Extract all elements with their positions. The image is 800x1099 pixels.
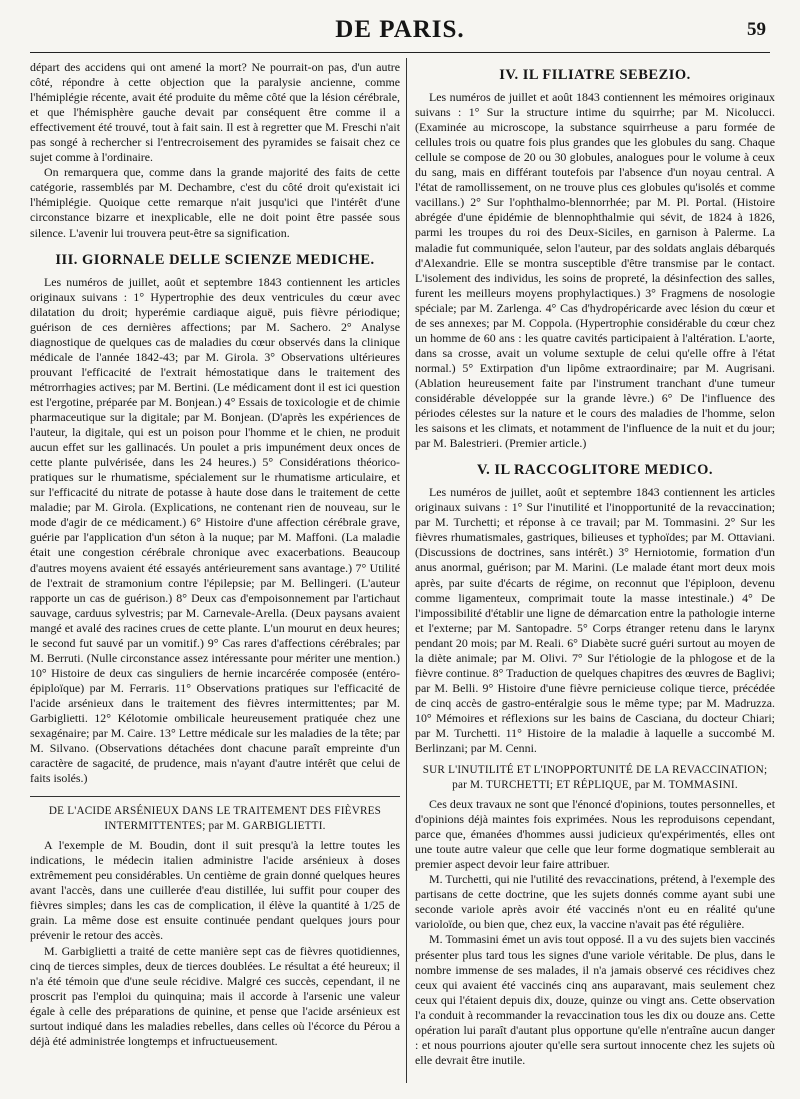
right-column bbox=[415, 60, 775, 1083]
paragraph: M. Turchetti, qui nie l'utilité des revaccinations, prétend, à l'exemple des partisans de cette doctrine, que les sujets donnés comme ayant subi une seconde variole après avoir été vaccinés n'ont eu en réalité qu'une varioloïde, ou bien que, chez eux, la vaccine n'avait pas été régulière. bbox=[415, 872, 775, 932]
column-divider bbox=[406, 58, 407, 1083]
running-head: DE PARIS. bbox=[335, 16, 465, 43]
header-rule bbox=[30, 52, 770, 53]
page-header bbox=[30, 14, 770, 48]
subheading: DE L'ACIDE ARSÉNIEUX DANS LE TRAITEMENT DES FIÈVRES INTERMITTENTES; par M. GARBIGLIETTI. bbox=[48, 805, 382, 832]
paragraph: On remarquera que, comme dans la grande majorité des faits de cette catégorie, rassemblés par M. Dechambre, c'est du côté droit qu'existait ici l'hémiplégie. Quoique cette remarque n'ait jusqu'ici que l'intérêt d'une circonstance bizarre et inexplicable, elle ne doit point être passée sous silence. L'avenir lui trouvera peut-être sa signification. bbox=[30, 165, 400, 240]
paragraph: A l'exemple de M. Boudin, dont il suit presqu'à la lettre toutes les indications, le médecin italien administre l'acide arsénieux à doses extrêmement peu considérables. Un centième de grain donné quelques heures avant l'accès, dans une cuillerée d'eau distillée, lui suffit pour couper des fièvres simples; dans les cas de complication, il élève la quantité à 1/25 de grain. La même dose est ensuite continuée pendant quelques jours pour prévenir le retour des accès. bbox=[30, 838, 400, 943]
section-heading: III. GIORNALE DELLE SCIENZE MEDICHE. bbox=[55, 251, 375, 268]
page-number: 59 bbox=[747, 19, 766, 40]
paragraph: départ des accidens qui ont amené la mort? Ne pourrait-on pas, d'un autre côté, répondre à cette objection que la paralysie ancienne, comme l'hémiplégie récente, avait été produite du même côté que la lésion cérébrale, et que l'hémisphère gauche devait par conséquent être comme il a effectivement été trouvé, tout à fait sain. Il est à regretter que M. Freschi n'ait pas songé à rechercher si l'entrecroisement des pyramides se faisait chez ce sujet comme à l'ordinaire. bbox=[30, 60, 400, 165]
paragraph: M. Garbiglietti a traité de cette manière sept cas de fièvres quotidiennes, cinq de tierces simples, deux de tierces doublées. Le résultat a été heureux; il n'a été témoin que d'une seule récidive. Malgré ces succès, cependant, il ne proscrit pas l'emploi du quinquina; mais il accorde à l'arsenic une valeur égale à celle des préparations de quinine, et pense que l'acide arsénieux est surtout indiqué dans les maladies rebelles, dans celles où l'écorce du Pérou a déjà été administrée longtemps et infructueusement. bbox=[30, 943, 400, 1048]
section-heading: V. IL RACCOGLITORE MEDICO. bbox=[476, 462, 714, 479]
section-heading: IV. IL FILIATRE SEBEZIO. bbox=[499, 67, 691, 83]
left-column bbox=[30, 60, 400, 1083]
subheading: SUR L'INUTILITÉ ET L'INOPPORTUNITÉ DE LA REVACCINATION; par M. TURCHETTI; ET RÉPLIQUE, par M. TOMMASINI. bbox=[422, 764, 768, 791]
paragraph: M. Tommasini émet un avis tout opposé. Il a vu des sujets bien vaccinés présenter plus tard tous les signes d'une variole véritable. De plus, dans le nombre immense de ses malades, il n'a jamais observé ces récidives chez ceux qui avaient été vaccinés cinq ans auparavant, mais seulement chez ceux qui l'étaient depuis dix, douze, quinze ou vingt ans. Cette observation l'a conduit à recommander la revaccination tous les dix ou douze ans. Cette opération lui paraît d'autant plus opportune qu'elle n'entraîne aucun danger : et nous pourrions ajouter qu'elle sera surtout innocente chez les sujets où elle devrait être inutile. bbox=[415, 932, 775, 1067]
paragraph: Les numéros de juillet et août 1843 contiennent les mémoires originaux suivans : 1° Sur la structure intime du squirrhe; par M. Nicolucci. (Examinée au microscope, la substance squirrheuse a paru formée de cellules trois ou quatre fois plus grandes que les globules du sang. Chaque cellule se compose de 20 ou 30 globules, analogues pour le volume à ceux du sang, mais en différant toutefois par l'absence d'un noyau central. A l'état de ramollissement, on ne trouve plus ces globules qu'isolés et comme vacillans.) 2° Sur l'ophthalmo-blennorrhée; par M. Pl. Portal. (Histoire abrégée d'une épidémie de blennophthalmie qui sévit, de 1824 à 1826, parmi les troupes du roi des Deux-Siciles, en garnison à Palerme. La maladie fut communiquée, selon l'auteur, par des soldats anglais débarqués d'Alexandrie. Elle se montra susceptible d'être transmise par le contact. L'isolement des individus, les soins de propreté, la désinfection des salles, furent les meilleurs moyens prophylactiques.) 3° Fragmens de nosologie spéciale; par M. Zarlenga. 4° Cas d'hydropéricarde avec lésion du cœur et de ses annexes; par M. Coppola. (Hypertrophie considérable du cœur chez un homme de 60 ans : les quatre cavités participaient à l'altération. L'aorte, dans sa crosse, avait un volume sextuple de celui qu'elle offre à l'état normal.) 5° Extirpation d'un lipôme extraordinaire; par M. Augrisani. (Ablation heureusement faite par l'instrument tranchant d'une tumeur considérable développée sur la grande lèvre.) 6° De l'influence des périodes célestes sur la nature et le cours des maladies de l'homme, selon les saisons et les climats, et notamment de l'influence de la nuit et du jour; par M. Balestrieri. (Premier article.) bbox=[415, 90, 775, 451]
subheading-rule bbox=[30, 796, 400, 797]
paragraph: Les numéros de juillet, août et septembre 1843 contiennent les articles originaux suivans : 1° Sur l'inutilité et l'inopportunité de la revaccination; par M. Turchetti; et réponse à ce travail; par M. Tommasini. 2° Sur les fièvres rhumatismales, gastriques, bilieuses et typhoïdes; par M. Ottaviani. (Discussions de doctrines, sans intérêt.) 3° Herniotomie, formation d'un anus anormal, guérison; par M. Marini. (Le malade étant mort deux mois après, par suite d'écarts de régime, on reconnut que l'épiploon, devenu comme ligamenteux, comprimait toute la masse intestinale.) 4° De l'impossibilité d'établir une ligne de démarcation entre la pathologie interne et l'externe; par M. Santopadre. 5° Corps étranger retenu dans le larynx pendant 20 mois; par M. Reali. 6° Diabète sucré guéri surtout au moyen de la diète animale; par M. Olivi. 7° Sur l'étiologie de la phlogose et de la fièvre continue. 8° Traduction de quelques chapitres des œuvres de Baglivi; par M. Belli. 9° Histoire d'une fièvre pernicieuse colique tierce, précédée de cinq accès de gastro-entéralgie sous le même type; par M. Madruzza. 10° Mémoires et réflexions sur les bains de Casciana, du docteur Chiari; par M. Turchetti. 11° Histoire de la maladie à laquelle a succombé M. Berlinzani; par M. Cenni. bbox=[415, 485, 775, 756]
paragraph: Ces deux travaux ne sont que l'énoncé d'opinions, toutes personnelles, et d'opinions déjà maintes fois exprimées. Nous les reproduisons cependant, parce que, émanées d'hommes aussi judicieux qu'expérimentés, elles ont une toute autre valeur que celle que leur forme dogmatique semblerait au premier aspect devoir leur faire attribuer. bbox=[415, 797, 775, 872]
paragraph: Les numéros de juillet, août et septembre 1843 contiennent les articles originaux suivans : 1° Hypertrophie des deux ventricules du cœur avec dilatation du droit; hyperémie cardiaque aiguë, puis fièvre périodique; guérison de ces dernières affections; par M. Sachero. 2° Analyse diagnostique de quelques cas de maladies du cœur observés dans la clinique médicale de l'année 1842-43; par M. Girola. 3° Observations ultérieures prouvant l'efficacité de l'extrait hémostatique dans le traitement des métrorrhagies actives; par M. Bertini. (Le médicament dont il est ici question est l'ergotine, préparée par M. Bonjean.) 4° Essais de toxicologie et de chimie pharmaceutique sur la digitale; par M. Bonjean. (D'après les expériences de l'auteur, la digitale, qui est un poison pour l'homme et le chien, ne produit aucun effet sur les gallinacés. Un poulet a pris impunément deux onces de cette plante pulvérisée, dans les 24 heures.) 5° Considérations théorico-pratiques sur le rhumatisme, spécialement sur le rhumatisme articulaire, et sur l'efficacité du nitrate de potasse à haute dose dans le traitement de cette maladie; par M. Girola. (Explications, ne contenant rien de nouveau, sur le mode d'agir de ce médicament.) 6° Histoire d'une affection cérébrale grave, guérie par l'application d'un séton à la nuque; par M. Maffoni. (La maladie était une congestion cérébrale chronique avec exacerbations. Beaucoup d'autres moyens avaient été essayés antérieurement sans avantage.) 7° Utilité de l'extrait de stramonium contre l'épilepsie; par M. Bellingeri. (L'auteur rapporte un cas de guérison.) 8° Deux cas d'empoisonnement par l'artichaut sauvage, carduus sylvestris; par M. Carnevale-Arella. (Deux paysans avaient mangé et avalé des racines crues de cette plante. L'un mourut en deux heures; le second fut sauvé par un vomitif.) 9° Cas rares d'affections cérébrales; par M. Berruti. (Nulle circonstance assez intéressante pour mériter une mention.) 10° Histoire de deux cas singuliers de hernie incarcérée composée (entéro-épiploïque) par M. Ferraris. 11° Observations pratiques sur l'efficacité de l'acide arsénieux dans le traitement des fièvres intermittentes; par M. Garbiglietti. 12° Kélotomie ombilicale heureusement pratiquée chez une sexagénaire; par M. Caire. 13° Lettre médicale sur les maladies de la tête; par M. Silvano. (Observations détachées dont chacune paraît empreinte d'un caractère de sagacité, de prudence, mais n'ayant d'autre intérêt que celui de faits isolés.) bbox=[30, 274, 400, 786]
